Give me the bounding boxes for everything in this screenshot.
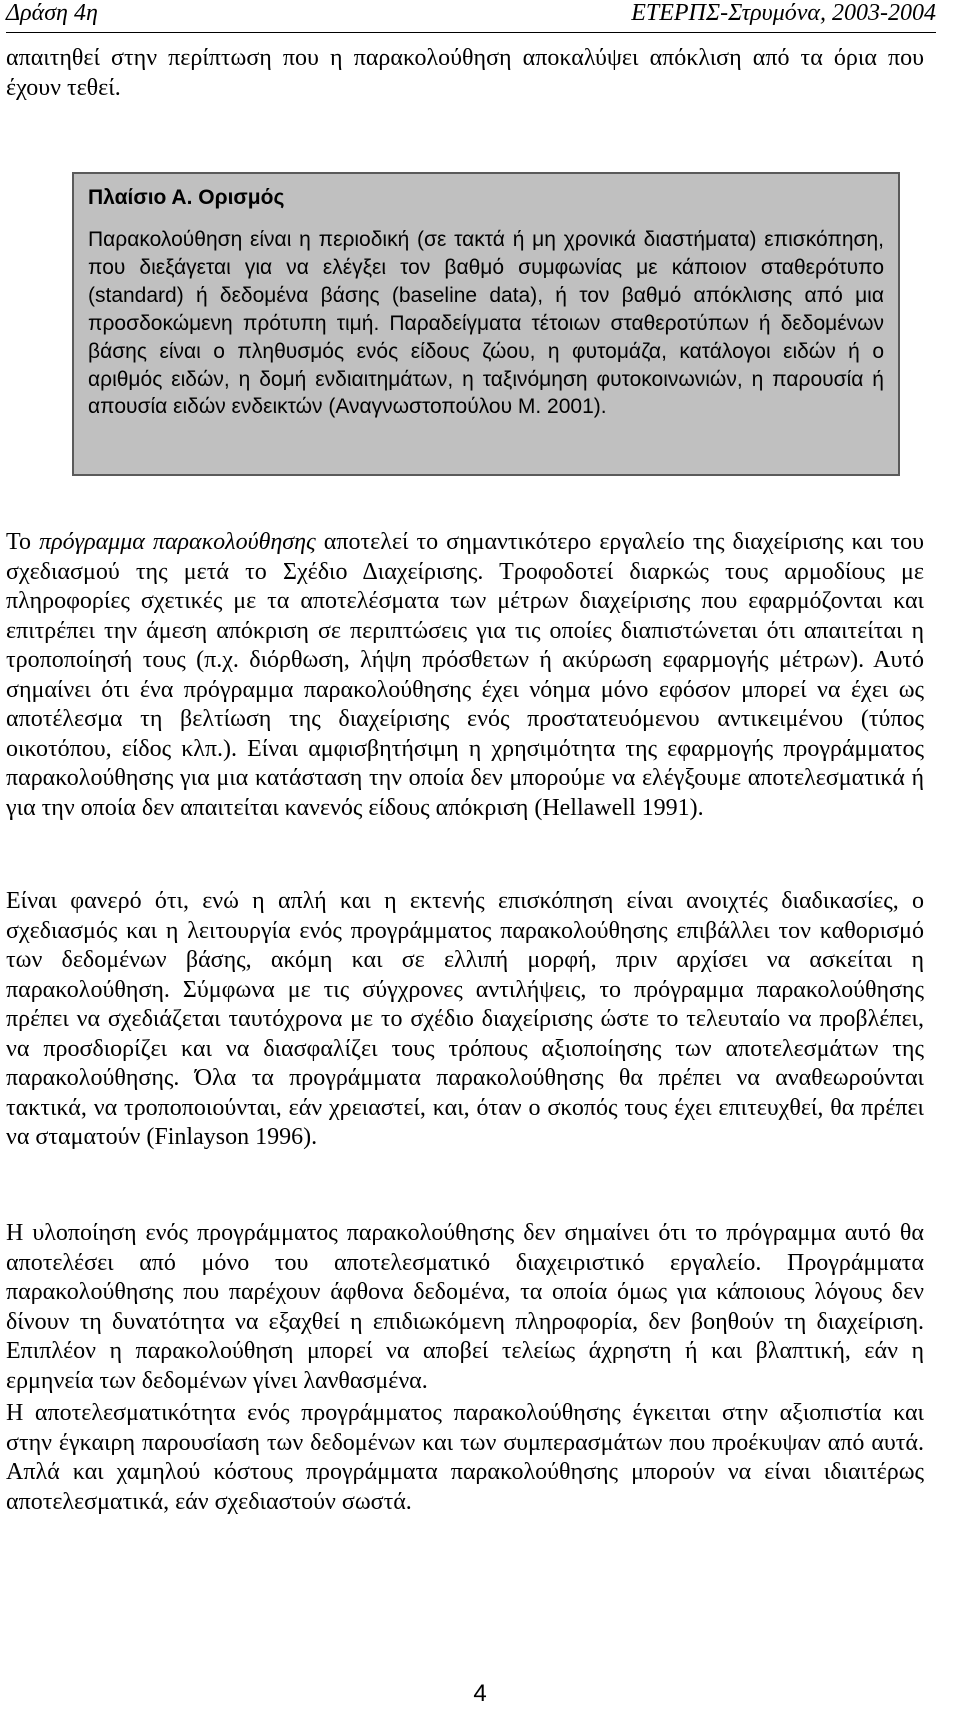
paragraph-effectiveness: Η αποτελεσματικότητα ενός προγράμματος παρακολούθησης έγκειται στην αξιοπιστία και στην έγκαιρη παρουσίαση των δεδομένων και των συμπερασμάτων που προέκυψαν από αυτά. Απλά και χαμηλού κόστους προγράμματα παρακολούθησης μπορούν να είναι ιδιαιτέρως αποτελεσματικά, εάν σχεδιαστούν σωστά. bbox=[6, 1400, 924, 1515]
definition-box bbox=[72, 172, 900, 476]
definition-box-body: Παρακολούθηση είναι η περιοδική (σε τακτά ή μη χρονικά διαστήματα) επισκόπηση, που διεξάγεται για να ελέγξει τον βαθμό συμφωνίας με κάποιον σταθερότυπο (standard) ή δεδομένα βάσης (baseline data), ή τον βαθμό απόκλισης από μια προσδοκώμενη πρότυπη τιμή. Παραδείγματα τέτοιων σταθεροτύπων ή δεδομένων βάσης είναι ο πληθυσμός ενός είδους ζώου, η φυτομάζα, κατάλογοι ειδών ή ο αριθμός ειδών, η δομή ενδιαιτημάτων, η ταξινόμηση φυτοκοινωνιών, η παρουσία ή απουσία ειδών ενδεικτών (Αναγνωστοπούλου Μ. 2001). bbox=[88, 228, 884, 419]
paragraph-rest: αποτελεί το σημαντικότερο εργαλείο της διαχείρισης και του σχεδιασμού της μετά το Σχέδιο Διαχείρισης. Τροφοδοτεί διαρκώς τους αρμοδίους με πληροφορίες σχετικές με τα αποτελέσματα των μέτρων διαχείρισης που εφαρμόζονται και επιτρέπει την άμεση απόκριση σε περιπτώσεις για τις οποίες διαπιστώνεται ότι απαιτείται η τροποποίησή τους (π.χ. διόρθωση, λήψη πρόσθετων ή ακύρωση εφαρμογής μέτρων). Αυτό σημαίνει ότι ένα πρόγραμμα παρακολούθησης έχει νόημα μόνο εφόσον μπορεί να έχει ως αποτέλεσμα τη βελτίωση της διαχείρισης ενός προστατευόμενου αντικειμένου (τύπος οικοτόπου, είδος κλπ.). Είναι αμφισβητήσιμη η χρησιμότητα της εφαρμογής προγράμματος παρακολούθησης για μια κατάσταση την οποία δεν μπορούμε να ελέγξουμε αποτελεσματικά ή για την οποία δεν απαιτείται κανενός είδους απόκριση (Hellawell 1991). bbox=[6, 529, 924, 821]
intro-continuation: απαιτηθεί στην περίπτωση που η παρακολούθηση αποκαλύψει απόκλιση από τα όρια που έχουν τεθεί. bbox=[6, 45, 924, 101]
paragraph-lead: Το bbox=[6, 529, 40, 555]
paragraph-emphasis: πρόγραμμα παρακολούθησης bbox=[39, 529, 316, 555]
paragraph-monitoring-program bbox=[6, 528, 924, 823]
header-left-title: Δράση 4η bbox=[6, 0, 98, 26]
page-header bbox=[6, 0, 936, 33]
header-right-title: ΕΤΕΡΠΣ-Στρυμόνα, 2003-2004 bbox=[631, 0, 936, 26]
definition-box-title: Πλαίσιο Α. Ορισμός bbox=[88, 186, 285, 209]
paragraph-design: Είναι φανερό ότι, ενώ η απλή και η εκτενής επισκόπηση είναι ανοιχτές διαδικασίες, ο σχεδιασμός και η λειτουργία ενός προγράμματος παρακολούθησης επιβάλλει τον καθορισμό των δεδομένων βάσης, ακόμη και σε ελλιπή μορφή, πριν αρχίσει να ασκείται η παρακολούθηση. Σύμφωνα με τις σύγχρονες αντιλήψεις, το πρόγραμμα παρακολούθησης πρέπει να σχεδιάζεται ταυτόχρονα με το σχέδιο διαχείρισης ώστε το τελευταίο να προβλέπει, να προσδιορίζει και να διασφαλίζει τους τρόπους αξιοποίησης των αποτελεσμάτων της παρακολούθησης. Όλα τα προγράμματα παρακολούθησης θα πρέπει να αναθεωρούνται τακτικά, να τροποποιούνται, εάν χρειαστεί, και, όταν ο σκοπός τους έχει επιτευχθεί, θα πρέπει να σταματούν (Finlayson 1996). bbox=[6, 888, 924, 1150]
page-number: 4 bbox=[473, 1680, 487, 1707]
paragraph-implementation: Η υλοποίηση ενός προγράμματος παρακολούθησης δεν σημαίνει ότι το πρόγραμμα αυτό θα αποτελέσει από μόνο του αποτελεσματικό διαχειριστικό εργαλείο. Προγράμματα παρακολούθησης που παρέχουν άφθονα δεδομένα, τα οποία όμως για κάποιους λόγους δεν δίνουν τη δυνατότητα να εξαχθεί η επιδιωκόμενη πληροφορία, δεν βοηθούν τη διαχείριση. Επιπλέον η παρακολούθηση μπορεί να αποβεί τελείως άχρηστη ή και βλαπτική, εάν η ερμηνεία των δεδομένων γίνει λανθασμένα. bbox=[6, 1220, 924, 1394]
